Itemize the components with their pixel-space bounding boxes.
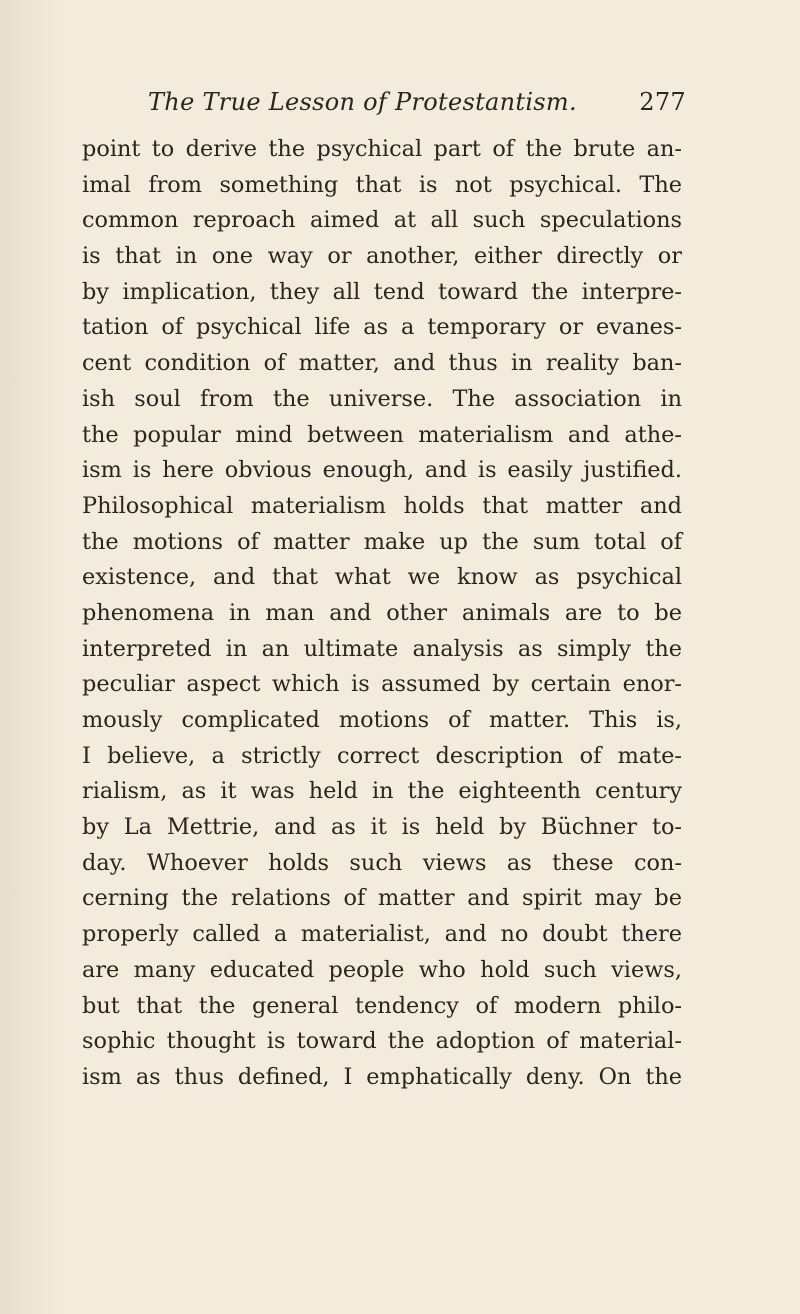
text-line: by implication, they all tend toward the interpre- — [82, 278, 682, 305]
page-number: 277 — [639, 88, 686, 116]
text-line: tation of psychical life as a temporary or evanes- — [82, 314, 682, 341]
text-line: phenomena in man and other animals are to be — [82, 599, 682, 626]
text-line: by La Mettrie, and as it is held by Büchner to- — [82, 814, 682, 841]
text-line: I believe, a strictly correct description of mate- — [82, 742, 682, 769]
text-line: the popular mind between materialism and athe- — [82, 421, 682, 448]
text-line: cent condition of matter, and thus in reality ban- — [82, 350, 682, 377]
text-line: peculiar aspect which is assumed by certain enor- — [82, 671, 682, 698]
text-line: rialism, as it was held in the eighteenth century — [82, 778, 682, 805]
text-line: ish soul from the universe. The association in — [82, 385, 682, 412]
text-line: ism is here obvious enough, and is easily justified. — [82, 457, 682, 484]
text-line: but that the general tendency of modern philo- — [82, 992, 682, 1019]
running-title: The True Lesson of Protestantism. — [148, 88, 577, 116]
body-text — [82, 132, 682, 1096]
text-line: existence, and that what we know as psychical — [82, 564, 682, 591]
text-line: mously complicated motions of matter. This is, — [82, 707, 682, 733]
text-line: is that in one way or another, either directly or — [82, 243, 682, 270]
text-line: interpreted in an ultimate analysis as simply the — [82, 635, 682, 662]
text-line: sophic thought is toward the adoption of material- — [82, 1028, 682, 1055]
text-line: ism as thus defined, I emphatically deny. On the — [82, 1063, 682, 1090]
text-line: day. Whoever holds such views as these con- — [82, 849, 682, 876]
text-line: point to derive the psychical part of the brute an- — [82, 136, 682, 162]
running-head — [148, 84, 686, 124]
text-line: are many educated people who hold such views, — [82, 956, 682, 983]
text-line: properly called a materialist, and no doubt there — [82, 921, 682, 948]
text-line: cerning the relations of matter and spirit may be — [82, 885, 682, 912]
text-line: Philosophical materialism holds that matter and — [82, 492, 682, 519]
text-line: common reproach aimed at all such speculations — [82, 207, 682, 234]
text-line: the motions of matter make up the sum total of — [82, 528, 682, 555]
text-line: imal from something that is not psychical. The — [82, 171, 682, 198]
